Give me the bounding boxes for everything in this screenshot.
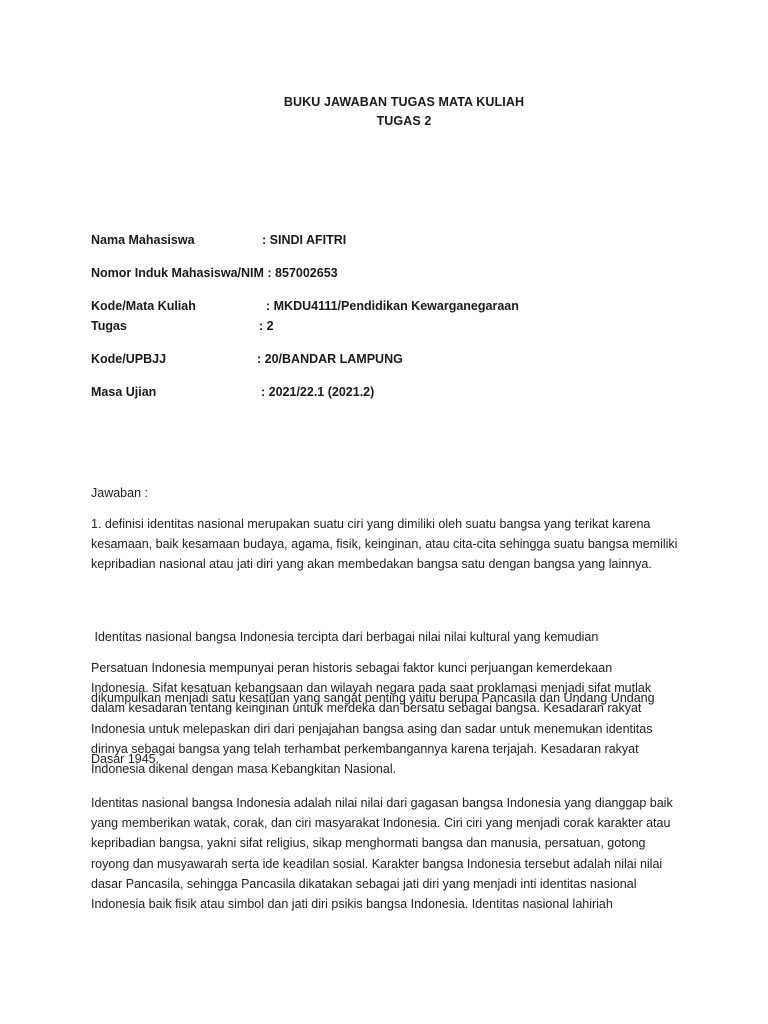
field-nama-value: : SINDI AFITRI (262, 233, 347, 247)
paragraph-line: kepribadian nasional atau jati diri yang akan membedakan bangsa satu dengan bangsa yang lainnya. (91, 557, 652, 572)
field-tugas-value: : 2 (259, 319, 274, 333)
paragraph-line: Indonesia baik fisik atau simbol dan jati diri psikis bangsa Indonesia. Identitas nasional lahiriah (91, 897, 613, 912)
paragraph-line: Dasar 1945. (91, 751, 160, 766)
paragraph-line: Identitas nasional bangsa Indonesia adalah nilai nilai dari gagasan bangsa Indonesia yang dianggap baik (91, 796, 673, 810)
field-upbjj-label: Kode/UPBJJ (91, 352, 167, 366)
paragraph-line: 1. definisi identitas nasional merupakan suatu ciri yang dimiliki oleh suatu bangsa yang terikat karena (91, 517, 651, 531)
paragraph-3 (91, 658, 691, 779)
field-upbjj-value: : 20/BANDAR LAMPUNG (257, 352, 403, 366)
paragraph-line: kesamaan, baik kesamaan budaya, agama, fisik, keinginan, atau cita-cita sehingga suatu bangsa memiliki (91, 537, 678, 552)
paragraph-line: Indonesia. Sifat kesatuan kebangsaan dan wilayah negara pada saat proklamasi menjadi sifat mutlak (91, 681, 652, 696)
paragraph-line: Persatuan Indonesia mempunyai peran historis sebagai faktor kunci perjuangan kemerdekaan (91, 661, 613, 675)
field-nama-label: Nama Mahasiswa (91, 233, 195, 247)
field-tugas (91, 319, 274, 333)
paragraph-line: dikumpulkan menjadi satu kesatuan yang sangat penting yaitu berupa Pancasila dan Undang Undang (91, 691, 655, 706)
paragraph-line: yang memberikan watak, corak, dan ciri masyarakat Indonesia. Ciri ciri yang menjadi corak karakter atau (91, 816, 671, 831)
paragraph-line: dalam kesadaran tentang keinginan untuk merdeka dan bersatu sebagai bangsa. Kesadaran rakyat (91, 701, 642, 716)
field-upbjj (91, 352, 403, 366)
field-masa-label: Masa Ujian (91, 385, 157, 399)
jawaban-label: Jawaban : (91, 486, 148, 500)
paragraph-line: Indonesia untuk melepaskan diri dari penjajahan bangsa asing dan sadar untuk menemukan identitas (91, 721, 653, 736)
field-nim-label: Nomor Induk Mahasiswa/NIM : 857002653 (91, 266, 338, 280)
paragraph-4 (91, 793, 691, 914)
field-nim (91, 266, 338, 280)
field-masa (91, 385, 375, 399)
paragraph-line: kepribadian bangsa, yakni sifat religius, sikap menghormati bangsa dan manusia, persatuan, gotong (91, 836, 646, 851)
paragraph-1 (91, 514, 691, 575)
document-title: BUKU JAWABAN TUGAS MATA KULIAH (283, 95, 525, 109)
field-matkul-label: Kode/Mata Kuliah (91, 299, 196, 313)
paragraph-line: dasar Pancasila, sehingga Pancasila dikatakan sebagai jati diri yang menjadi inti identitas nasional (91, 876, 637, 891)
document-subtitle: TUGAS 2 (376, 114, 432, 128)
paragraph-line: dirinya sebagai bangsa yang telah terhambat perkembangannya karena terjajah. Kesadaran rakyat (91, 741, 639, 756)
field-tugas-label: Tugas (91, 319, 127, 333)
paragraph-line: Identitas nasional bangsa Indonesia tercipta dari berbagai nilai nilai kultural yang kemudian (91, 630, 599, 645)
paragraph-line: Indonesia dikenal dengan masa Kebangkitan Nasional. (91, 762, 397, 777)
field-nama (91, 233, 347, 247)
paragraph-line: royong dan musyawarah serta ide keadilan sosial. Karakter bangsa Indonesia tersebut adalah nilai nilai (91, 856, 663, 871)
field-matkul-value: : MKDU4111/Pendidikan Kewarganegaraan (266, 299, 519, 313)
field-matkul (91, 299, 519, 313)
field-masa-value: : 2021/22.1 (2021.2) (261, 385, 375, 399)
